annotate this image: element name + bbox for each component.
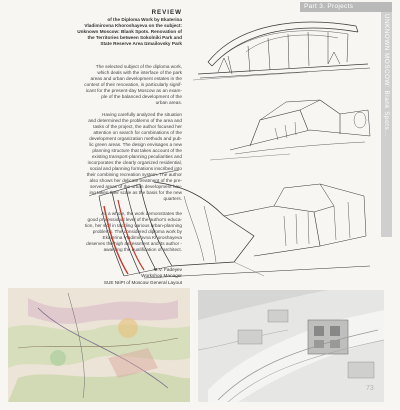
- subtitle-line: Unknown Moscow: Blank Spots. Renovation of: [77, 29, 182, 34]
- text-line: existing transport-planning peculiarities and: [91, 154, 182, 159]
- text-line: served areas of the urban development hav-: [90, 184, 182, 189]
- text-line: deserves the high assessment and its author -: [86, 241, 182, 246]
- text-line: As a whole, the work demonstrates the: [101, 211, 182, 216]
- text-line: awarding the qualification of architect.: [103, 247, 182, 252]
- text-line: tion, her skill in tackling various urban-planning: [84, 223, 182, 228]
- text-line: social and planning formations inscribed into: [89, 166, 182, 171]
- review-subtitle: [10, 17, 182, 47]
- text-line: context of their renovation, is particularly signif-: [84, 82, 182, 87]
- architectural-sketch-arched-building: [188, 12, 378, 84]
- text-line: ple of the balanced development of the: [101, 94, 182, 99]
- subtitle-line: State Reserve Area Izmailovsky Park: [100, 41, 182, 46]
- text-line: also shows her delicate treatment of the pre-: [89, 178, 182, 183]
- signer-name: M.V. Fadeyev: [153, 267, 182, 272]
- signer-organization: SUE NIiPI of Moscow General Layout: [103, 279, 182, 285]
- text-line: Having carefully analyzed the situation: [102, 112, 182, 117]
- review-paragraph-1: [10, 64, 182, 106]
- text-line: planning structure that takes account of the: [92, 148, 182, 153]
- masterplan-watercolor-photo: [8, 288, 190, 402]
- text-line: development organization methods and pub-: [89, 136, 182, 141]
- subtitle-line: the Territories between Sokolniki Park and: [87, 35, 182, 40]
- subtitle-line: of the Diploma Work by Ekaterina: [107, 17, 182, 22]
- text-line: urban areas.: [155, 100, 182, 105]
- text-line: lic green areas. The design envisages a new: [89, 142, 182, 147]
- side-title: UNKNOWN MOSCOW: Blank Spots...: [383, 14, 390, 138]
- text-line: tasks of the project, the author focused her: [93, 124, 182, 129]
- text-line: good professional level of the author's educa-: [87, 217, 182, 222]
- architectural-model-photo: [198, 290, 384, 402]
- text-line: areas and urban development estates in the: [90, 76, 182, 81]
- text-line: quarters.: [163, 196, 182, 201]
- page-number: 73: [366, 385, 374, 392]
- architectural-sketch-dynamic-complex: [84, 166, 380, 284]
- text-line: The selected subject of the diploma work,: [95, 64, 182, 69]
- text-line: which deals with the interface of the park: [97, 70, 182, 75]
- text-line: Ekaterina Vladimirovna Khoroshayeva: [102, 235, 182, 240]
- text-line: incorporates the clearly organized residential,: [87, 160, 182, 165]
- section-title: Part 3. Projects: [304, 3, 354, 10]
- review-title: REVIEW: [151, 9, 182, 16]
- text-line: icant for the present-day Moscow as an exam-: [85, 88, 182, 93]
- architectural-sketch-perspective: [190, 80, 380, 168]
- text-line: and determined the problems of the area and: [88, 118, 182, 123]
- text-line: problems. The considered diploma work by: [92, 229, 182, 234]
- text-line: attention on search for combinations of the: [93, 130, 182, 135]
- signer-position: Workshop Manager: [141, 273, 182, 279]
- subtitle-line: Vladimirovna Khoroshayeva on the subject:: [84, 23, 182, 28]
- text-line: their combining recreation system. The author: [86, 172, 182, 177]
- text-line: ing taken their scale as the basis for the new: [89, 190, 182, 195]
